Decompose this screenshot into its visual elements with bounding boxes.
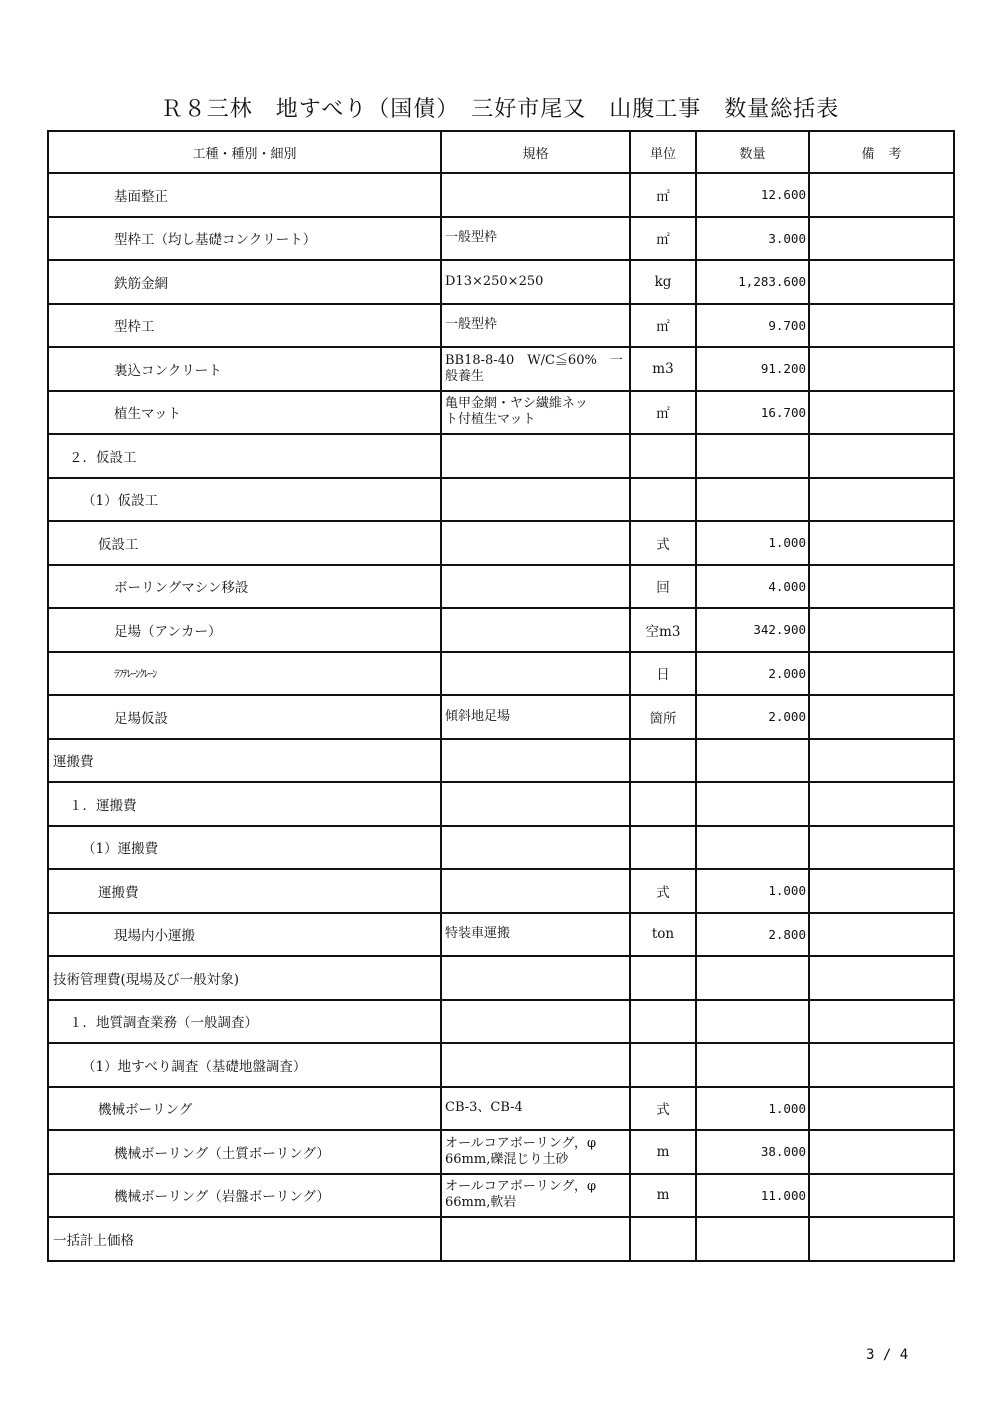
row-quantity: 11.000 [696,1174,809,1218]
quantity-summary-table [47,130,955,1262]
table-row [48,304,954,348]
row-quantity [696,434,809,478]
row-spec [441,521,630,565]
table-row [48,913,954,957]
row-spec [441,1217,630,1261]
table-row [48,565,954,609]
table-row [48,739,954,783]
row-name-text: ﾗﾌﾃﾚｰﾝｸﾚｰﾝ [114,668,157,681]
row-name: 運搬費 [48,739,441,783]
row-unit: ㎡ [630,304,696,348]
table-row [48,478,954,522]
row-quantity: 38.000 [696,1130,809,1174]
row-unit [630,1217,696,1261]
row-quantity: 3.000 [696,217,809,261]
table-row [48,826,954,870]
row-name: 足場（アンカー） [48,608,441,652]
row-unit [630,434,696,478]
table-row [48,1217,954,1261]
table-row [48,1174,954,1218]
header-unit: 単位 [630,131,696,173]
header-spec: 規格 [441,131,630,173]
row-name: ボーリングマシン移設 [48,565,441,609]
document-title: Ｒ８三林 地すべり（国債） 三好市尾又 山腹工事 数量総括表 [160,97,840,122]
row-unit: m [630,1174,696,1218]
row-spec: CB-3、CB-4 [441,1087,630,1131]
row-unit: 式 [630,869,696,913]
row-spec: オールコアボーリング，φ 66mm,礫混じり土砂 [441,1130,630,1174]
row-quantity: 342.900 [696,608,809,652]
row-name [48,652,441,696]
row-quantity [696,956,809,1000]
row-spec: 亀甲金網・ヤシ繊維ネッ ト付植生マット [441,391,630,435]
row-name: （1）運搬費 [48,826,441,870]
row-name: （1）仮設工 [48,478,441,522]
row-note [809,260,954,304]
row-note [809,608,954,652]
row-spec [441,608,630,652]
table-row [48,1130,954,1174]
row-quantity: 1.000 [696,869,809,913]
row-note [809,173,954,217]
table-row [48,608,954,652]
row-spec: オールコアボーリング，φ 66mm,軟岩 [441,1174,630,1218]
row-unit: 式 [630,521,696,565]
row-unit: kg [630,260,696,304]
row-unit: 空m3 [630,608,696,652]
row-unit: 箇所 [630,695,696,739]
row-unit: 日 [630,652,696,696]
row-name: 型枠工 [48,304,441,348]
row-spec [441,782,630,826]
row-spec: D13×250×250 [441,260,630,304]
row-name: ２．仮設工 [48,434,441,478]
row-spec [441,1043,630,1087]
table-row [48,652,954,696]
row-spec [441,1000,630,1044]
row-quantity: 2.800 [696,913,809,957]
row-spec [441,869,630,913]
table-row [48,391,954,435]
row-note [809,695,954,739]
row-name: 足場仮設 [48,695,441,739]
row-name: 運搬費 [48,869,441,913]
row-name: 現場内小運搬 [48,913,441,957]
row-unit [630,826,696,870]
row-note [809,347,954,391]
row-spec [441,956,630,1000]
row-quantity: 2.000 [696,652,809,696]
row-quantity [696,739,809,783]
row-name: 一括計上価格 [48,1217,441,1261]
row-name: 機械ボーリング [48,1087,441,1131]
row-note [809,1130,954,1174]
table-row [48,521,954,565]
row-name: 仮設工 [48,521,441,565]
row-quantity [696,826,809,870]
row-quantity: 91.200 [696,347,809,391]
row-unit [630,1000,696,1044]
row-quantity: 1.000 [696,521,809,565]
row-spec [441,434,630,478]
row-quantity [696,478,809,522]
row-note [809,521,954,565]
row-name: 鉄筋金網 [48,260,441,304]
row-unit: ton [630,913,696,957]
row-name: 基面整正 [48,173,441,217]
table-row [48,1043,954,1087]
row-quantity: 16.700 [696,391,809,435]
row-note [809,478,954,522]
table-row [48,956,954,1000]
row-name: 裏込コンクリート [48,347,441,391]
table-row [48,695,954,739]
row-unit [630,478,696,522]
table-header-row [48,131,954,173]
row-unit: ㎡ [630,217,696,261]
row-note [809,1174,954,1218]
table-row [48,434,954,478]
row-name: １．運搬費 [48,782,441,826]
header-quantity: 数量 [696,131,809,173]
row-unit: 回 [630,565,696,609]
page-number: 3 / 4 [866,1347,909,1363]
row-note [809,1000,954,1044]
row-quantity: 9.700 [696,304,809,348]
row-quantity [696,1217,809,1261]
row-note [809,304,954,348]
row-quantity [696,782,809,826]
table-row [48,347,954,391]
row-note [809,434,954,478]
table-row [48,217,954,261]
row-spec [441,173,630,217]
table-row [48,869,954,913]
row-quantity: 1,283.600 [696,260,809,304]
row-name: 機械ボーリング（岩盤ボーリング） [48,1174,441,1218]
row-note [809,652,954,696]
row-unit [630,739,696,783]
row-quantity: 4.000 [696,565,809,609]
row-unit [630,1043,696,1087]
row-quantity [696,1000,809,1044]
row-name: （1）地すべり調査（基礎地盤調査） [48,1043,441,1087]
row-unit: m [630,1130,696,1174]
row-note [809,391,954,435]
row-spec: 特装車運搬 [441,913,630,957]
row-unit: m3 [630,347,696,391]
row-spec [441,652,630,696]
row-name: 植生マット [48,391,441,435]
row-spec [441,826,630,870]
header-name: 工種・種別・細別 [48,131,441,173]
row-quantity: 1.000 [696,1087,809,1131]
row-quantity: 12.600 [696,173,809,217]
row-spec [441,739,630,783]
row-name: １．地質調査業務（一般調査） [48,1000,441,1044]
row-spec: 一般型枠 [441,304,630,348]
row-name: 型枠工（均し基礎コンクリート） [48,217,441,261]
row-note [809,1087,954,1131]
row-unit [630,956,696,1000]
row-unit: ㎡ [630,173,696,217]
row-name: 機械ボーリング（土質ボーリング） [48,1130,441,1174]
row-note [809,1043,954,1087]
row-unit [630,782,696,826]
table-row [48,782,954,826]
row-spec [441,565,630,609]
row-quantity [696,1043,809,1087]
row-note [809,956,954,1000]
row-spec [441,478,630,522]
table-row [48,1000,954,1044]
row-note [809,217,954,261]
table-row [48,260,954,304]
row-note [809,739,954,783]
row-spec: 一般型枠 [441,217,630,261]
table-row [48,173,954,217]
row-spec: 傾斜地足場 [441,695,630,739]
row-spec: BB18-8-40 W/C≦60% 一 般養生 [441,347,630,391]
table-row [48,1087,954,1131]
row-note [809,565,954,609]
row-note [809,826,954,870]
header-note: 備考 [809,131,954,173]
row-note [809,869,954,913]
row-unit: ㎡ [630,391,696,435]
row-note [809,913,954,957]
row-note [809,782,954,826]
row-note [809,1217,954,1261]
row-quantity: 2.000 [696,695,809,739]
row-name: 技術管理費(現場及び一般対象) [48,956,441,1000]
row-unit: 式 [630,1087,696,1131]
